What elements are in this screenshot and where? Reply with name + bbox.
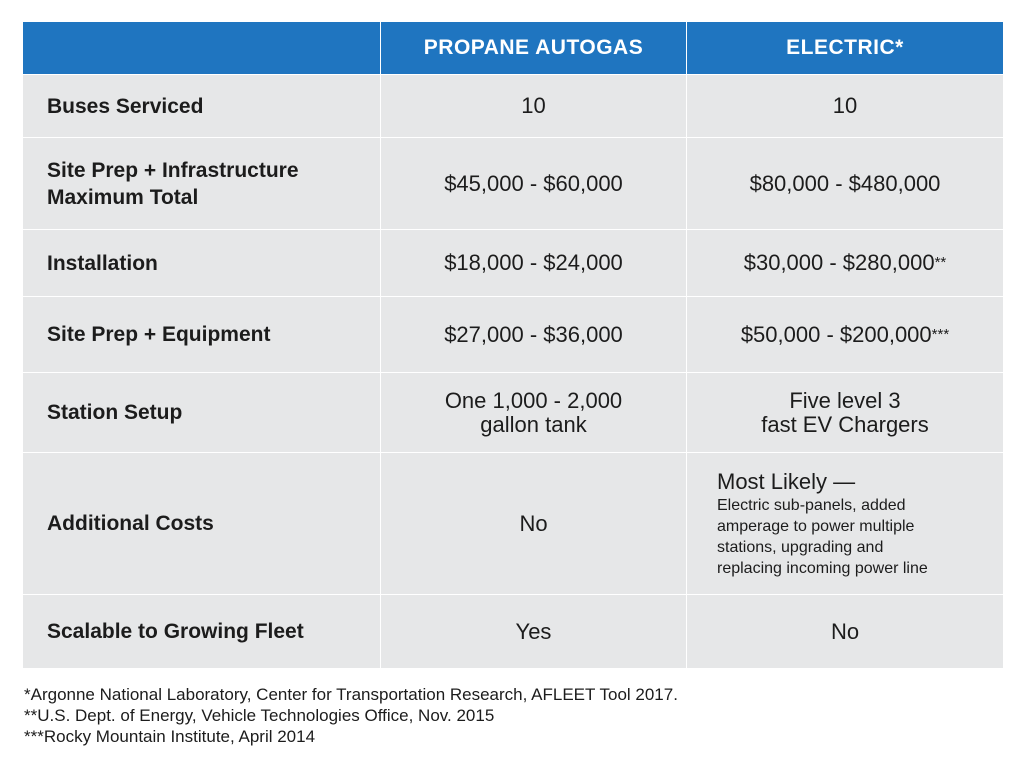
electric-site-prep-infrastructure: $80,000 - $480,000 bbox=[687, 138, 1003, 230]
row-label-buses-serviced: Buses Serviced bbox=[23, 75, 381, 138]
propane-scalable: Yes bbox=[381, 595, 687, 668]
row-label-line bbox=[47, 157, 299, 211]
row-label-additional-costs: Additional Costs bbox=[23, 453, 381, 595]
row-label-line-2: Maximum Total bbox=[47, 185, 199, 209]
propane-additional-costs: No bbox=[381, 453, 687, 595]
electric-additional-costs-main: Most Likely — bbox=[717, 469, 856, 494]
electric-scalable: No bbox=[830, 618, 860, 644]
propane-station-setup-line-1: One 1,000 - 2,000 bbox=[444, 387, 623, 413]
propane-installation: $18,000 - $24,000 bbox=[381, 230, 687, 297]
comparison-table bbox=[23, 22, 1003, 668]
footnote-3: ***Rocky Mountain Institute, April 2014 bbox=[24, 727, 316, 746]
footnote-2: **U.S. Dept. of Energy, Vehicle Technologies Office, Nov. 2015 bbox=[24, 706, 495, 725]
detail-line: amperage to power multiple bbox=[717, 518, 915, 535]
electric-station-setup bbox=[687, 373, 1003, 453]
detail-line: Electric sub-panels, added bbox=[717, 497, 906, 514]
electric-additional-costs bbox=[687, 453, 1003, 595]
detail-line: stations, upgrading and bbox=[717, 539, 884, 556]
header-blank-cell bbox=[23, 22, 381, 75]
electric-installation-value: $30,000 - $280,000 bbox=[743, 250, 935, 275]
electric-station-setup-line-2: fast EV Chargers bbox=[761, 411, 929, 437]
footnotes bbox=[24, 684, 1004, 747]
header-propane-autogas: PROPANE AUTOGAS bbox=[381, 22, 687, 75]
header-electric: ELECTRIC* bbox=[687, 22, 1003, 75]
propane-site-prep-equipment: $27,000 - $36,000 bbox=[381, 297, 687, 373]
propane-station-setup bbox=[381, 373, 687, 453]
electric-additional-costs-detail bbox=[717, 495, 928, 579]
row-label-installation: Installation bbox=[23, 230, 381, 297]
electric-station-setup-line-1: Five level 3 bbox=[789, 387, 901, 413]
electric-buses-serviced: 10 bbox=[687, 75, 1003, 138]
propane-buses-serviced: 10 bbox=[381, 75, 687, 138]
row-label-site-prep-infrastructure bbox=[23, 138, 381, 230]
propane-site-prep-infrastructure: $45,000 - $60,000 bbox=[381, 138, 687, 230]
row-label-station-setup: Station Setup bbox=[23, 373, 381, 453]
row-label-scalable-to-growing-fleet: Scalable to Growing Fleet bbox=[23, 595, 381, 668]
footnote-1: *Argonne National Laboratory, Center for Transportation Research, AFLEET Tool 2017. bbox=[24, 685, 678, 704]
propane-station-setup-line-2: gallon tank bbox=[480, 411, 587, 437]
electric-site-prep-equipment: $50,000 - $200,000 *** bbox=[687, 297, 1003, 373]
electric-site-prep-equipment-value: $50,000 - $200,000 bbox=[740, 321, 932, 347]
electric-installation: $30,000 - $280,000 ** bbox=[687, 230, 1003, 297]
row-label-site-prep-equipment: Site Prep + Equipment bbox=[23, 297, 381, 373]
row-label-line-1: Site Prep + Infrastructure bbox=[47, 158, 299, 182]
detail-line: replacing incoming power line bbox=[717, 560, 928, 577]
